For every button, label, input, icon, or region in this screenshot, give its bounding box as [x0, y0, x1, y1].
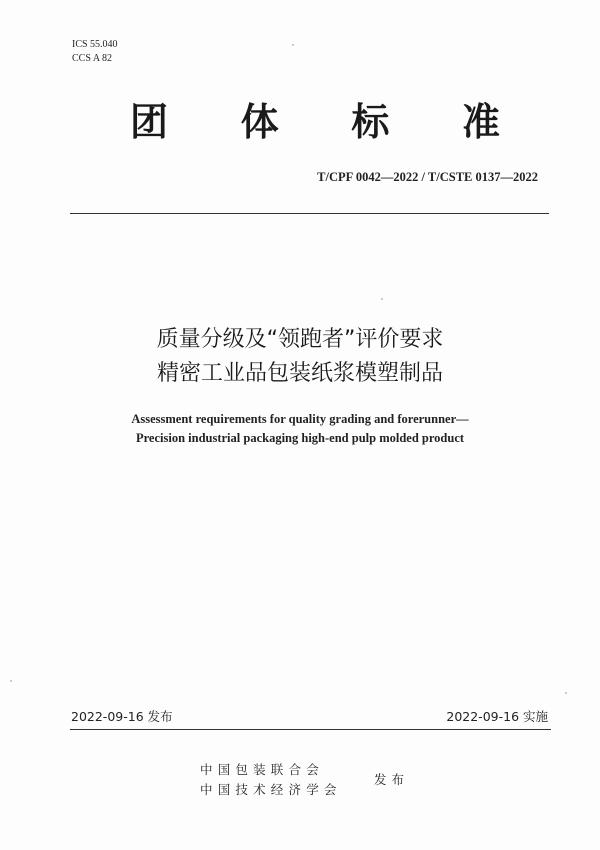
- document-type-heading: [130, 92, 500, 152]
- standard-number: T/CPF 0042—2022 / T/CSTE 0137—2022: [317, 170, 538, 184]
- classification-codes: [72, 38, 118, 66]
- scan-speck: [10, 680, 12, 682]
- bottom-divider: [70, 729, 551, 730]
- chinese-title: [0, 323, 600, 391]
- english-title-line-2: Precision industrial packaging high-end pulp molded product: [135, 431, 465, 445]
- doc-type-char: 体: [240, 100, 279, 144]
- issuer-org-1: 中国包装联合会: [200, 762, 324, 777]
- scan-speck: [292, 44, 294, 46]
- ccs-code: CCS A 82: [72, 53, 113, 64]
- scan-speck: [565, 692, 567, 694]
- english-title-line-1: Assessment requirements for quality grading and forerunner—: [131, 412, 469, 426]
- scan-speck: [381, 298, 383, 300]
- english-title: [0, 410, 600, 448]
- issuer-org-2: 中国技术经济学会: [200, 782, 342, 797]
- effective-date: 2022-09-16 实施: [446, 709, 548, 724]
- ics-code: ICS 55.040: [72, 39, 118, 50]
- publish-date: 2022-09-16 发布: [71, 709, 173, 724]
- top-divider: [70, 213, 549, 214]
- issuing-organizations: [200, 760, 342, 800]
- chinese-title-line-1: 质量分级及“领跑者”评价要求: [156, 327, 444, 352]
- doc-type-char: 准: [461, 100, 500, 144]
- chinese-title-line-2: 精密工业品包装纸浆模塑制品: [156, 361, 443, 386]
- doc-type-char: 团: [130, 100, 169, 144]
- doc-type-char: 标: [351, 100, 390, 144]
- issue-label: 发布: [374, 772, 410, 787]
